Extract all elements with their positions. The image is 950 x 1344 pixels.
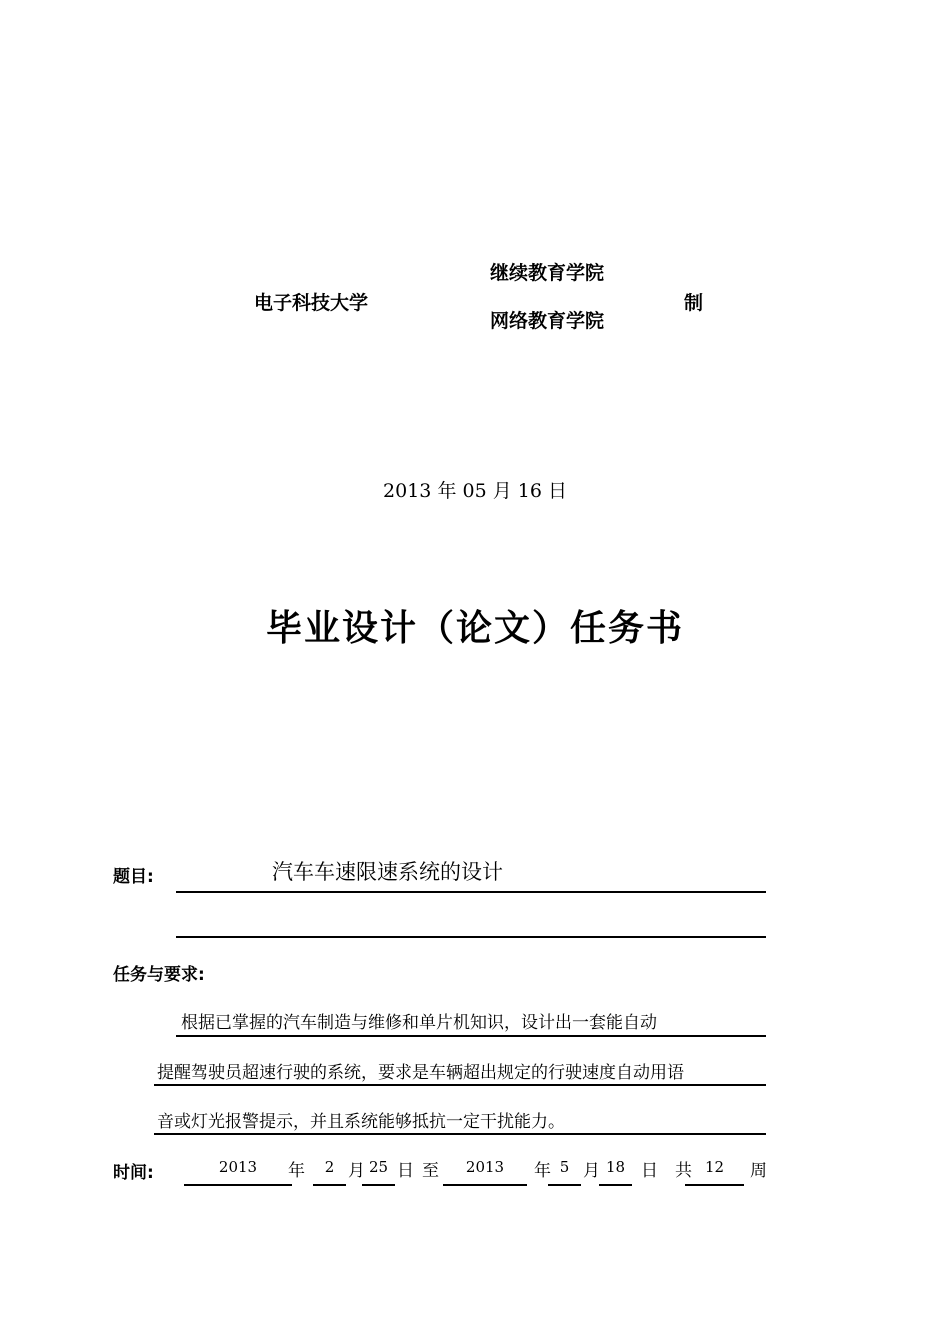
end-day-char: 日 bbox=[641, 1161, 658, 1181]
topic-underline-2 bbox=[176, 936, 766, 938]
topic-underline-1 bbox=[176, 891, 766, 893]
start-month-underline bbox=[313, 1184, 346, 1186]
weeks-underline bbox=[685, 1184, 744, 1186]
end-day: 18 bbox=[605, 1158, 626, 1176]
page-title: 毕业设计（论文）任务书 bbox=[265, 608, 684, 649]
start-month-char: 月 bbox=[348, 1161, 365, 1181]
weeks-count: 12 bbox=[704, 1158, 725, 1176]
end-year: 2013 bbox=[465, 1158, 505, 1176]
requirements-line-3: 音或灯光报警提示，并且系统能够抵抗一定干扰能力。 bbox=[157, 1112, 565, 1132]
start-year-char: 年 bbox=[288, 1161, 305, 1181]
requirements-underline-1 bbox=[176, 1035, 766, 1037]
start-month: 2 bbox=[324, 1158, 335, 1176]
requirements-line-2: 提醒驾驶员超速行驶的系统，要求是车辆超出规定的行驶速度自动用语 bbox=[157, 1063, 684, 1083]
week-char: 周 bbox=[750, 1161, 767, 1181]
start-year-underline bbox=[184, 1184, 292, 1186]
made-by-label: 制 bbox=[684, 292, 704, 314]
requirements-line-1: 根据已掌握的汽车制造与维修和单片机知识，设计出一套能自动 bbox=[181, 1013, 657, 1033]
requirements-label: 任务与要求: bbox=[113, 965, 205, 985]
document-date: 2013 年 05 月 16 日 bbox=[383, 480, 567, 502]
end-year-underline bbox=[443, 1184, 527, 1186]
end-year-char: 年 bbox=[534, 1161, 551, 1181]
total-char: 共 bbox=[675, 1161, 692, 1181]
start-day-char: 日 bbox=[397, 1161, 414, 1181]
start-day: 25 bbox=[368, 1158, 389, 1176]
college-online-education: 网络教育学院 bbox=[490, 310, 605, 332]
end-month-char: 月 bbox=[583, 1161, 600, 1181]
end-day-underline bbox=[599, 1184, 632, 1186]
university-name: 电子科技大学 bbox=[254, 292, 369, 314]
end-month-underline bbox=[548, 1184, 581, 1186]
topic-label: 题目: bbox=[113, 867, 154, 887]
start-day-underline bbox=[362, 1184, 395, 1186]
requirements-underline-2 bbox=[154, 1084, 766, 1086]
start-year: 2013 bbox=[218, 1158, 258, 1176]
end-month: 5 bbox=[559, 1158, 570, 1176]
topic-value: 汽车车速限速系统的设计 bbox=[272, 860, 503, 884]
to-char: 至 bbox=[422, 1161, 439, 1181]
time-label: 时间: bbox=[113, 1163, 154, 1183]
college-continuing-education: 继续教育学院 bbox=[490, 262, 605, 284]
requirements-underline-3 bbox=[154, 1133, 766, 1135]
